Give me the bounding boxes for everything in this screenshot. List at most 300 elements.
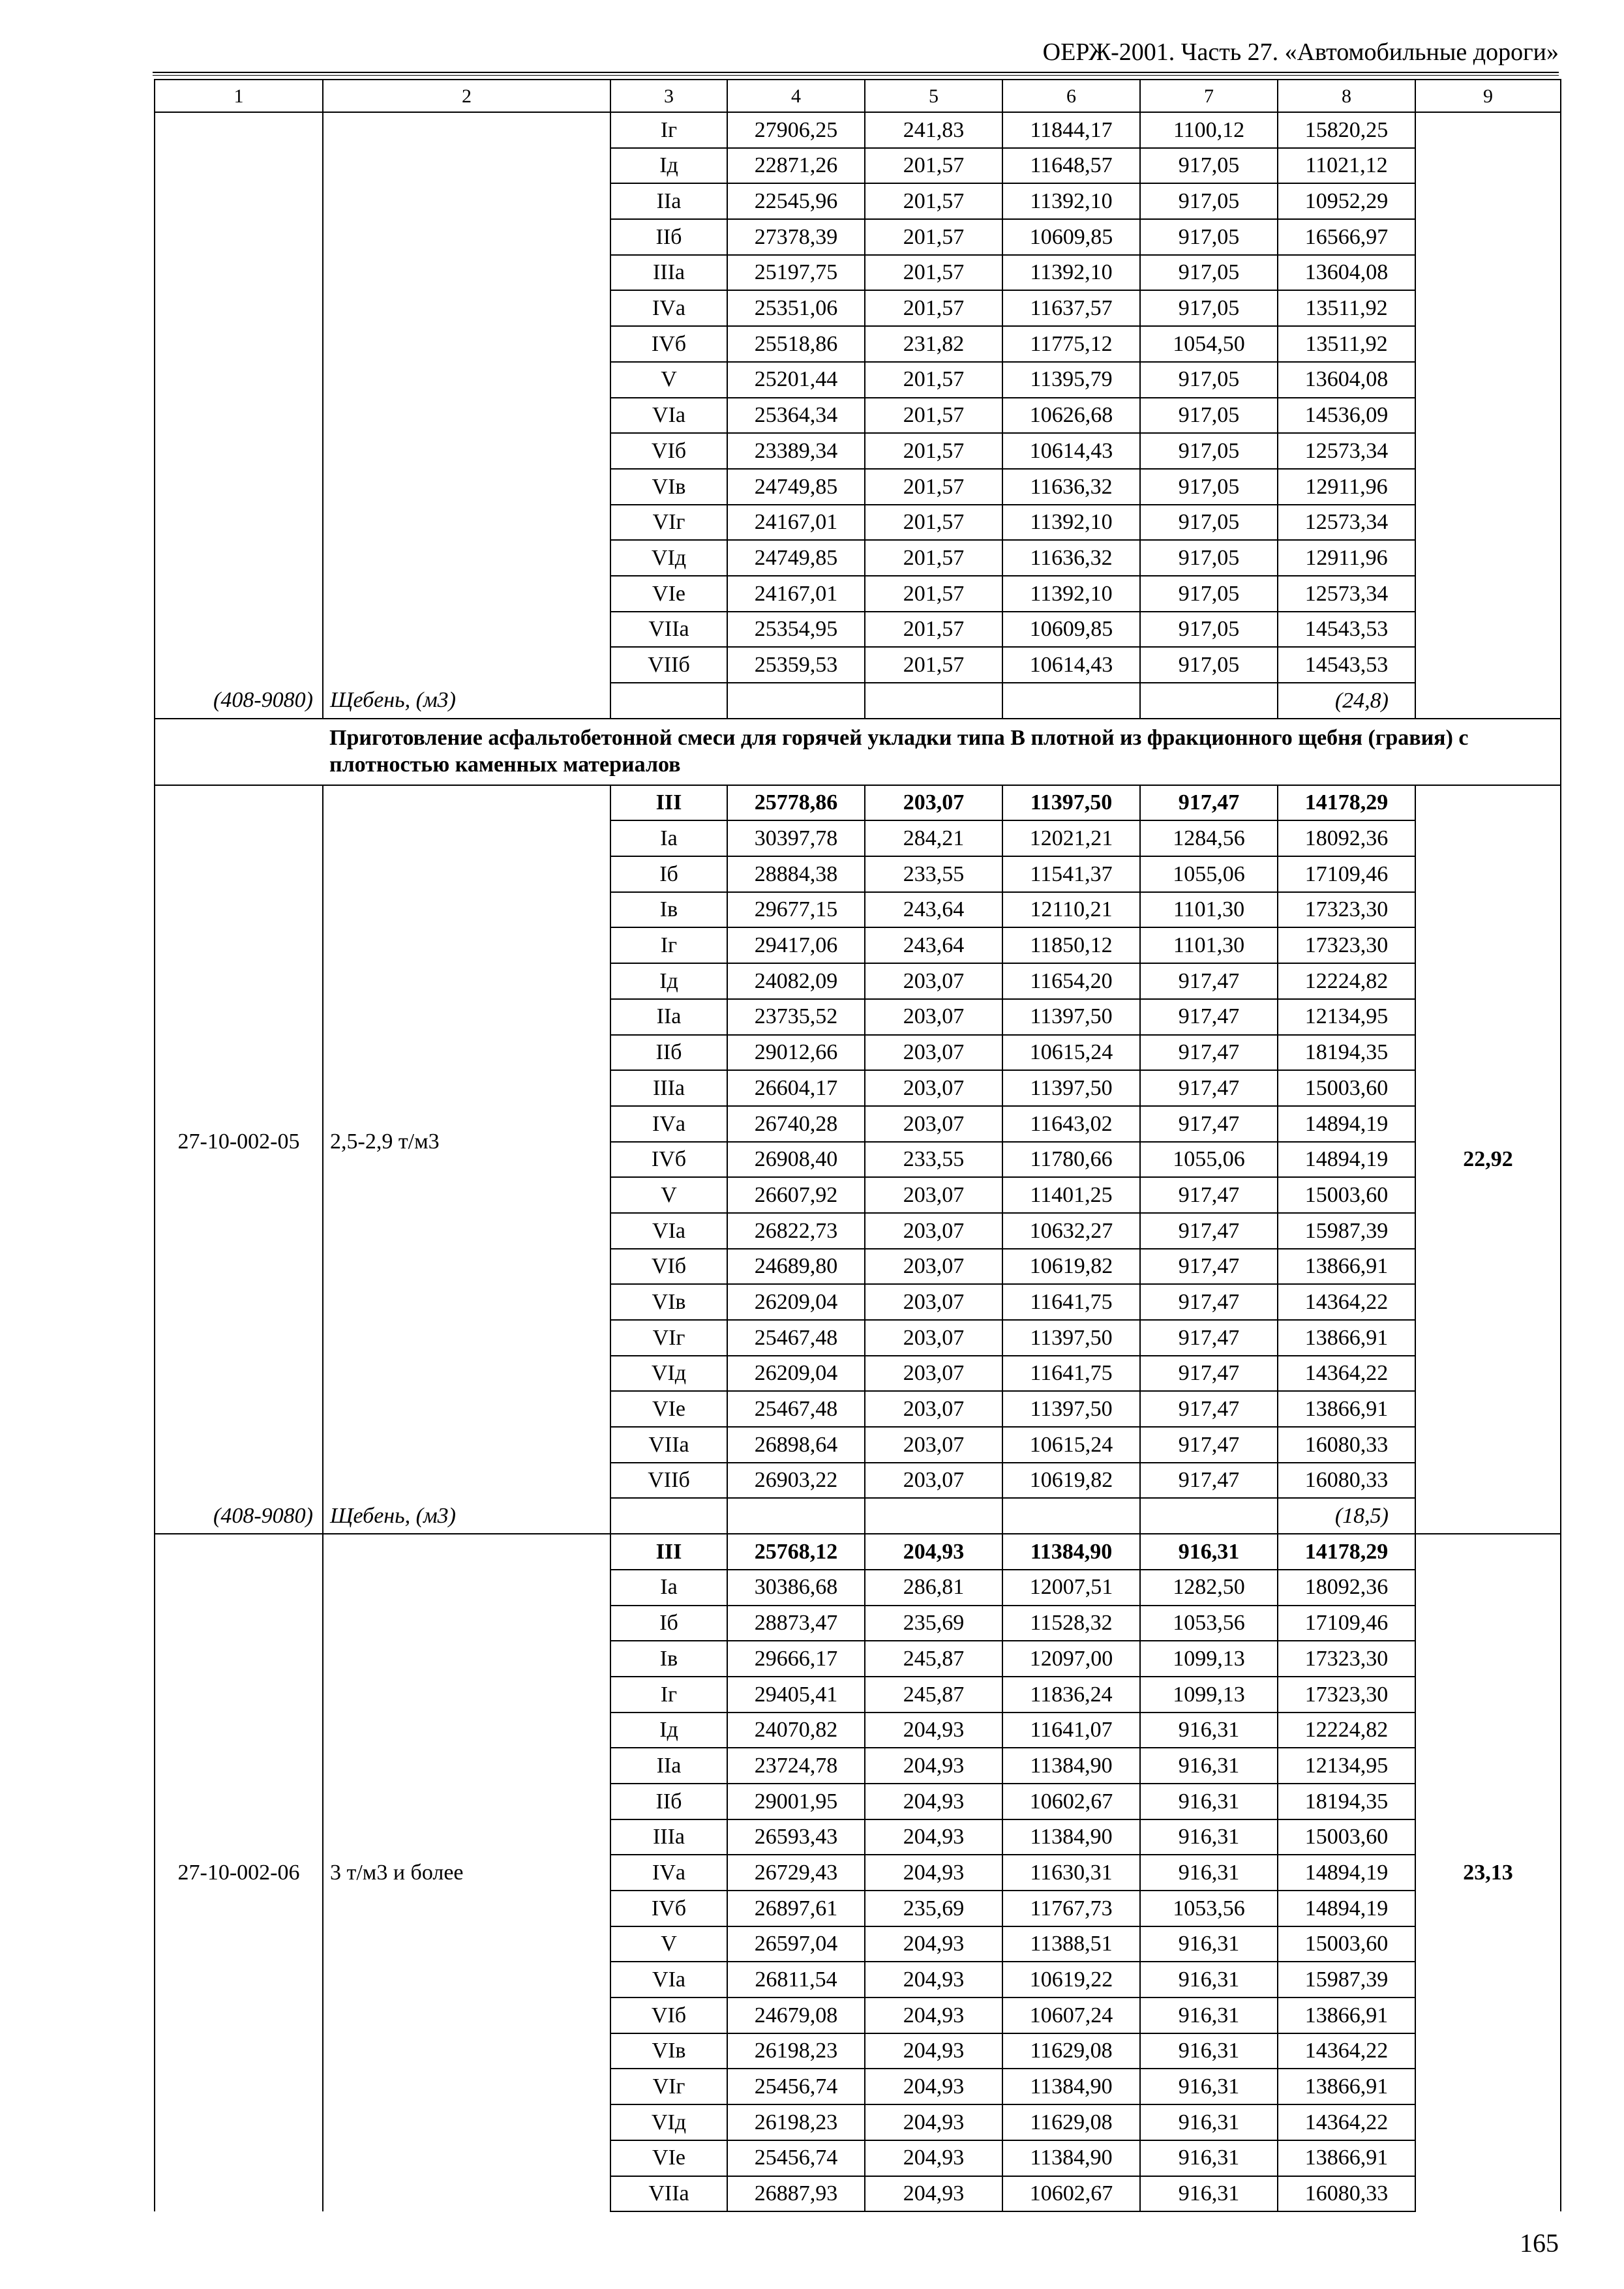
value-cell: 917,05 [1140, 540, 1278, 576]
zone-cell: VIа [610, 398, 727, 434]
value-cell: 15003,60 [1278, 1177, 1415, 1213]
rates-table [154, 79, 1561, 2212]
value-cell: 203,07 [865, 1177, 1002, 1213]
value-cell: 11844,17 [1002, 112, 1140, 148]
value-cell: 10609,85 [1002, 612, 1140, 648]
value-cell: 14894,19 [1278, 1855, 1415, 1891]
value-cell: 10626,68 [1002, 398, 1140, 434]
value-cell: 17323,30 [1278, 1641, 1415, 1677]
value-cell: 25351,06 [727, 290, 865, 326]
zone-cell: VIIб [610, 1463, 727, 1499]
zone-cell: VIв [610, 2033, 727, 2069]
value-cell: 917,05 [1140, 433, 1278, 469]
zone-cell: IVб [610, 326, 727, 362]
value-cell: 203,07 [865, 1391, 1002, 1427]
value-cell: 203,07 [865, 1284, 1002, 1320]
page-header: ОЕРЖ-2001. Часть 27. «Автомобильные дороги» [1042, 38, 1559, 66]
value-cell: 243,64 [865, 927, 1002, 963]
value-cell: 26198,23 [727, 2104, 865, 2140]
value-cell: 17323,30 [1278, 1677, 1415, 1713]
value-cell: 11384,90 [1002, 1819, 1140, 1855]
zone-cell: VIг [610, 1320, 727, 1356]
value-cell: 29677,15 [727, 892, 865, 928]
value-cell: 204,93 [865, 2033, 1002, 2069]
value-cell: 917,47 [1140, 1427, 1278, 1463]
value-cell: 26740,28 [727, 1106, 865, 1142]
value-cell: 16566,97 [1278, 219, 1415, 255]
column-number: 9 [1415, 80, 1561, 112]
value-cell: 13511,92 [1278, 290, 1415, 326]
value-cell: 13866,91 [1278, 1391, 1415, 1427]
value-cell: 11401,25 [1002, 1177, 1140, 1213]
value-cell: 10607,24 [1002, 1997, 1140, 2033]
value-cell: 284,21 [865, 820, 1002, 856]
value-cell: 917,47 [1140, 1463, 1278, 1499]
value-cell: 14364,22 [1278, 2104, 1415, 2140]
zone-cell: VIб [610, 1997, 727, 2033]
value-cell: 25201,44 [727, 362, 865, 398]
value-cell: 17323,30 [1278, 927, 1415, 963]
value-cell: 26209,04 [727, 1356, 865, 1392]
value-cell: 204,93 [865, 2069, 1002, 2104]
header-rule [153, 72, 1559, 76]
zone-cell: IIа [610, 183, 727, 219]
zone-cell: Iд [610, 963, 727, 999]
value-cell: 917,47 [1140, 963, 1278, 999]
value-cell: 245,87 [865, 1677, 1002, 1713]
value-cell: 27906,25 [727, 112, 865, 148]
value-cell: 201,57 [865, 647, 1002, 683]
empty-cell [1140, 683, 1278, 719]
zone-cell: IVа [610, 1855, 727, 1891]
value-cell: 204,93 [865, 1855, 1002, 1891]
value-cell: 231,82 [865, 326, 1002, 362]
value-cell: 10602,67 [1002, 2176, 1140, 2212]
value-cell: 25518,86 [727, 326, 865, 362]
value-cell: 22871,26 [727, 148, 865, 184]
value-cell: 203,07 [865, 785, 1002, 821]
value-cell: 1284,56 [1140, 820, 1278, 856]
zone-cell: IVа [610, 1106, 727, 1142]
value-cell: 201,57 [865, 540, 1002, 576]
value-cell: 917,47 [1140, 1284, 1278, 1320]
value-cell: 917,05 [1140, 290, 1278, 326]
zone-cell: IIIа [610, 1070, 727, 1106]
value-cell: 10614,43 [1002, 433, 1140, 469]
value-cell: 917,05 [1140, 576, 1278, 612]
value-cell: 13604,08 [1278, 362, 1415, 398]
resource-name: Щебень, (м3) [323, 1498, 610, 1534]
value-cell: 14178,29 [1278, 1534, 1415, 1570]
zone-cell: Iг [610, 112, 727, 148]
value-cell: 15987,39 [1278, 1962, 1415, 1997]
zone-cell: V [610, 362, 727, 398]
value-cell: 13866,91 [1278, 1249, 1415, 1285]
value-cell: 917,05 [1140, 647, 1278, 683]
value-cell: 26597,04 [727, 1926, 865, 1962]
zone-cell: VIIа [610, 1427, 727, 1463]
value-cell: 13511,92 [1278, 326, 1415, 362]
value-cell: 30397,78 [727, 820, 865, 856]
value-cell: 14894,19 [1278, 1891, 1415, 1926]
section-title-row [155, 719, 1561, 785]
value-cell: 17109,46 [1278, 1606, 1415, 1641]
value-cell: 10619,22 [1002, 1962, 1140, 1997]
value-cell: 11397,50 [1002, 1391, 1140, 1427]
zone-cell: Iб [610, 856, 727, 892]
value-cell: 16080,33 [1278, 1427, 1415, 1463]
value-cell: 201,57 [865, 469, 1002, 505]
value-cell: 28873,47 [727, 1606, 865, 1641]
value-cell: 243,64 [865, 892, 1002, 928]
rate-name: 2,5-2,9 т/м3 [323, 785, 610, 1499]
value-cell: 233,55 [865, 1142, 1002, 1178]
value-cell: 204,93 [865, 1819, 1002, 1855]
value-cell: 917,05 [1140, 612, 1278, 648]
page-number: 165 [1520, 2228, 1559, 2258]
value-cell: 14894,19 [1278, 1106, 1415, 1142]
value-cell: 10952,29 [1278, 183, 1415, 219]
value-cell: 25467,48 [727, 1391, 865, 1427]
value-cell: 11643,02 [1002, 1106, 1140, 1142]
zone-cell: VIе [610, 2140, 727, 2176]
rate-name [323, 112, 610, 683]
value-cell: 13866,91 [1278, 1320, 1415, 1356]
value-cell: 13866,91 [1278, 2069, 1415, 2104]
zone-cell: V [610, 1926, 727, 1962]
column-numbers-row [155, 80, 1561, 112]
zone-cell: VIIа [610, 612, 727, 648]
value-cell: 1055,06 [1140, 1142, 1278, 1178]
zone-cell: VIг [610, 2069, 727, 2104]
empty-cell [610, 1498, 727, 1534]
value-cell: 26811,54 [727, 1962, 865, 1997]
zone-cell: Iв [610, 1641, 727, 1677]
value-cell: 11528,32 [1002, 1606, 1140, 1641]
value-cell: 15003,60 [1278, 1926, 1415, 1962]
coefficient-cell: 22,92 [1415, 785, 1561, 1534]
value-cell: 24689,80 [727, 1249, 865, 1285]
value-cell: 26209,04 [727, 1284, 865, 1320]
value-cell: 10619,82 [1002, 1249, 1140, 1285]
value-cell: 203,07 [865, 1427, 1002, 1463]
zone-cell: III [610, 785, 727, 821]
value-cell: 14364,22 [1278, 1284, 1415, 1320]
value-cell: 12911,96 [1278, 469, 1415, 505]
value-cell: 201,57 [865, 183, 1002, 219]
value-cell: 1100,12 [1140, 112, 1278, 148]
resource-row [155, 683, 1561, 719]
value-cell: 11629,08 [1002, 2033, 1140, 2069]
value-cell: 11630,31 [1002, 1855, 1140, 1891]
table-body [155, 80, 1561, 2211]
value-cell: 917,47 [1140, 1356, 1278, 1392]
value-cell: 11641,07 [1002, 1713, 1140, 1748]
value-cell: 916,31 [1140, 1926, 1278, 1962]
value-cell: 204,93 [865, 1962, 1002, 1997]
value-cell: 15003,60 [1278, 1070, 1415, 1106]
empty-cell [610, 683, 727, 719]
value-cell: 23389,34 [727, 433, 865, 469]
value-cell: 916,31 [1140, 1997, 1278, 2033]
value-cell: 15987,39 [1278, 1213, 1415, 1249]
value-cell: 11780,66 [1002, 1142, 1140, 1178]
value-cell: 11392,10 [1002, 576, 1140, 612]
value-cell: 1053,56 [1140, 1606, 1278, 1641]
value-cell: 29417,06 [727, 927, 865, 963]
value-cell: 917,05 [1140, 362, 1278, 398]
value-cell: 1054,50 [1140, 326, 1278, 362]
value-cell: 917,47 [1140, 1177, 1278, 1213]
value-cell: 26897,61 [727, 1891, 865, 1926]
value-cell: 29012,66 [727, 1035, 865, 1071]
value-cell: 11397,50 [1002, 1070, 1140, 1106]
zone-cell: IIа [610, 999, 727, 1035]
empty-cell [727, 683, 865, 719]
value-cell: 917,05 [1140, 505, 1278, 541]
value-cell: 14543,53 [1278, 647, 1415, 683]
value-cell: 11392,10 [1002, 505, 1140, 541]
empty-cell [865, 1498, 1002, 1534]
value-cell: 916,31 [1140, 1855, 1278, 1891]
value-cell: 1053,56 [1140, 1891, 1278, 1926]
zone-cell: IIб [610, 1035, 727, 1071]
resource-row [155, 1498, 1561, 1534]
value-cell: 24070,82 [727, 1713, 865, 1748]
value-cell: 26198,23 [727, 2033, 865, 2069]
value-cell: 201,57 [865, 255, 1002, 291]
value-cell: 916,31 [1140, 2069, 1278, 2104]
value-cell: 201,57 [865, 398, 1002, 434]
zone-cell: III [610, 1534, 727, 1570]
value-cell: 11384,90 [1002, 1534, 1140, 1570]
value-cell: 25768,12 [727, 1534, 865, 1570]
value-cell: 18194,35 [1278, 1784, 1415, 1819]
value-cell: 203,07 [865, 1106, 1002, 1142]
zone-cell: Iв [610, 892, 727, 928]
value-cell: 12007,51 [1002, 1570, 1140, 1606]
value-cell: 25359,53 [727, 647, 865, 683]
value-cell: 25197,75 [727, 255, 865, 291]
zone-cell: Iа [610, 820, 727, 856]
value-cell: 204,93 [865, 2140, 1002, 2176]
value-cell: 235,69 [865, 1891, 1002, 1926]
value-cell: 28884,38 [727, 856, 865, 892]
value-cell: 11636,32 [1002, 540, 1140, 576]
value-cell: 24749,85 [727, 469, 865, 505]
value-cell: 26604,17 [727, 1070, 865, 1106]
value-cell: 917,47 [1140, 1035, 1278, 1071]
zone-cell: Iг [610, 1677, 727, 1713]
value-cell: 23735,52 [727, 999, 865, 1035]
value-cell: 916,31 [1140, 2033, 1278, 2069]
value-cell: 26908,40 [727, 1142, 865, 1178]
value-cell: 14536,09 [1278, 398, 1415, 434]
value-cell: 235,69 [865, 1606, 1002, 1641]
value-cell: 11541,37 [1002, 856, 1140, 892]
value-cell: 11648,57 [1002, 148, 1140, 184]
value-cell: 23724,78 [727, 1748, 865, 1784]
value-cell: 204,93 [865, 2176, 1002, 2212]
value-cell: 201,57 [865, 148, 1002, 184]
zone-cell: Iб [610, 1606, 727, 1641]
value-cell: 26822,73 [727, 1213, 865, 1249]
value-cell: 204,93 [865, 1926, 1002, 1962]
empty-cell [1002, 1498, 1140, 1534]
zone-cell: IVб [610, 1891, 727, 1926]
value-cell: 203,07 [865, 1213, 1002, 1249]
value-cell: 201,57 [865, 505, 1002, 541]
value-cell: 26729,43 [727, 1855, 865, 1891]
value-cell: 12110,21 [1002, 892, 1140, 928]
value-cell: 203,07 [865, 1070, 1002, 1106]
zone-cell: IIIа [610, 255, 727, 291]
value-cell: 14364,22 [1278, 2033, 1415, 2069]
value-cell: 11395,79 [1002, 362, 1140, 398]
value-cell: 201,57 [865, 362, 1002, 398]
value-cell: 18194,35 [1278, 1035, 1415, 1071]
zone-cell: VIе [610, 576, 727, 612]
value-cell: 11397,50 [1002, 1320, 1140, 1356]
resource-name: Щебень, (м3) [323, 683, 610, 719]
value-cell: 204,93 [865, 1997, 1002, 2033]
value-cell: 203,07 [865, 963, 1002, 999]
value-cell: 916,31 [1140, 1534, 1278, 1570]
value-cell: 12573,34 [1278, 433, 1415, 469]
value-cell: 201,57 [865, 219, 1002, 255]
value-cell: 917,05 [1140, 469, 1278, 505]
value-cell: 916,31 [1140, 2176, 1278, 2212]
value-cell: 12134,95 [1278, 1748, 1415, 1784]
value-cell: 18092,36 [1278, 820, 1415, 856]
table-row [155, 112, 1561, 148]
value-cell: 14543,53 [1278, 612, 1415, 648]
value-cell: 24082,09 [727, 963, 865, 999]
value-cell: 26593,43 [727, 1819, 865, 1855]
value-cell: 14178,29 [1278, 785, 1415, 821]
zone-cell: VIб [610, 1249, 727, 1285]
zone-cell: VIв [610, 469, 727, 505]
value-cell: 11641,75 [1002, 1284, 1140, 1320]
value-cell: 203,07 [865, 1463, 1002, 1499]
rate-code: 27-10-002-05 [155, 785, 323, 1499]
value-cell: 24167,01 [727, 505, 865, 541]
value-cell: 12573,34 [1278, 505, 1415, 541]
zone-cell: Iг [610, 927, 727, 963]
value-cell: 204,93 [865, 1748, 1002, 1784]
value-cell: 15003,60 [1278, 1819, 1415, 1855]
value-cell: 203,07 [865, 1320, 1002, 1356]
value-cell: 916,31 [1140, 1819, 1278, 1855]
zone-cell: VIIа [610, 2176, 727, 2212]
empty-cell [727, 1498, 865, 1534]
zone-cell: VIе [610, 1391, 727, 1427]
section-title-blank [155, 719, 323, 785]
value-cell: 25456,74 [727, 2140, 865, 2176]
value-cell: 26887,93 [727, 2176, 865, 2212]
value-cell: 10632,27 [1002, 1213, 1140, 1249]
value-cell: 917,47 [1140, 999, 1278, 1035]
column-number: 7 [1140, 80, 1278, 112]
value-cell: 24167,01 [727, 576, 865, 612]
value-cell: 204,93 [865, 1534, 1002, 1570]
value-cell: 1055,06 [1140, 856, 1278, 892]
zone-cell: VIа [610, 1962, 727, 1997]
value-cell: 11850,12 [1002, 927, 1140, 963]
value-cell: 10619,82 [1002, 1463, 1140, 1499]
empty-cell [1140, 1498, 1278, 1534]
value-cell: 26903,22 [727, 1463, 865, 1499]
value-cell: 13866,91 [1278, 1997, 1415, 2033]
value-cell: 11384,90 [1002, 2140, 1140, 2176]
value-cell: 25456,74 [727, 2069, 865, 2104]
rate-code: 27-10-002-06 [155, 1534, 323, 2211]
value-cell: 917,47 [1140, 785, 1278, 821]
value-cell: 26607,92 [727, 1177, 865, 1213]
value-cell: 916,31 [1140, 1784, 1278, 1819]
value-cell: 12573,34 [1278, 576, 1415, 612]
value-cell: 916,31 [1140, 1713, 1278, 1748]
value-cell: 10614,43 [1002, 647, 1140, 683]
value-cell: 13604,08 [1278, 255, 1415, 291]
value-cell: 24679,08 [727, 1997, 865, 2033]
zone-cell: IIб [610, 1784, 727, 1819]
value-cell: 917,05 [1140, 398, 1278, 434]
column-number: 6 [1002, 80, 1140, 112]
value-cell: 916,31 [1140, 1962, 1278, 1997]
value-cell: 286,81 [865, 1570, 1002, 1606]
value-cell: 917,47 [1140, 1106, 1278, 1142]
value-cell: 22545,96 [727, 183, 865, 219]
value-cell: 917,05 [1140, 219, 1278, 255]
column-number: 5 [865, 80, 1002, 112]
column-number: 2 [323, 80, 610, 112]
zone-cell: VIд [610, 1356, 727, 1392]
value-cell: 11392,10 [1002, 183, 1140, 219]
zone-cell: IVа [610, 290, 727, 326]
rate-code [155, 112, 323, 683]
value-cell: 11836,24 [1002, 1677, 1140, 1713]
zone-cell: VIIб [610, 647, 727, 683]
value-cell: 11397,50 [1002, 999, 1140, 1035]
value-cell: 25778,86 [727, 785, 865, 821]
zone-cell: IVб [610, 1142, 727, 1178]
resource-quantity: (24,8) [1278, 683, 1415, 719]
zone-cell: IIб [610, 219, 727, 255]
value-cell: 201,57 [865, 612, 1002, 648]
value-cell: 917,05 [1140, 255, 1278, 291]
value-cell: 10615,24 [1002, 1427, 1140, 1463]
value-cell: 13866,91 [1278, 2140, 1415, 2176]
column-number: 8 [1278, 80, 1415, 112]
value-cell: 11384,90 [1002, 1748, 1140, 1784]
value-cell: 29666,17 [727, 1641, 865, 1677]
zone-cell: Iд [610, 1713, 727, 1748]
value-cell: 11637,57 [1002, 290, 1140, 326]
value-cell: 204,93 [865, 2104, 1002, 2140]
zone-cell: Iд [610, 148, 727, 184]
value-cell: 29405,41 [727, 1677, 865, 1713]
value-cell: 25467,48 [727, 1320, 865, 1356]
value-cell: 11775,12 [1002, 326, 1140, 362]
value-cell: 16080,33 [1278, 1463, 1415, 1499]
value-cell: 17109,46 [1278, 856, 1415, 892]
value-cell: 204,93 [865, 1784, 1002, 1819]
value-cell: 203,07 [865, 1356, 1002, 1392]
table-row [155, 1534, 1561, 1570]
value-cell: 18092,36 [1278, 1570, 1415, 1606]
value-cell: 11397,50 [1002, 785, 1140, 821]
